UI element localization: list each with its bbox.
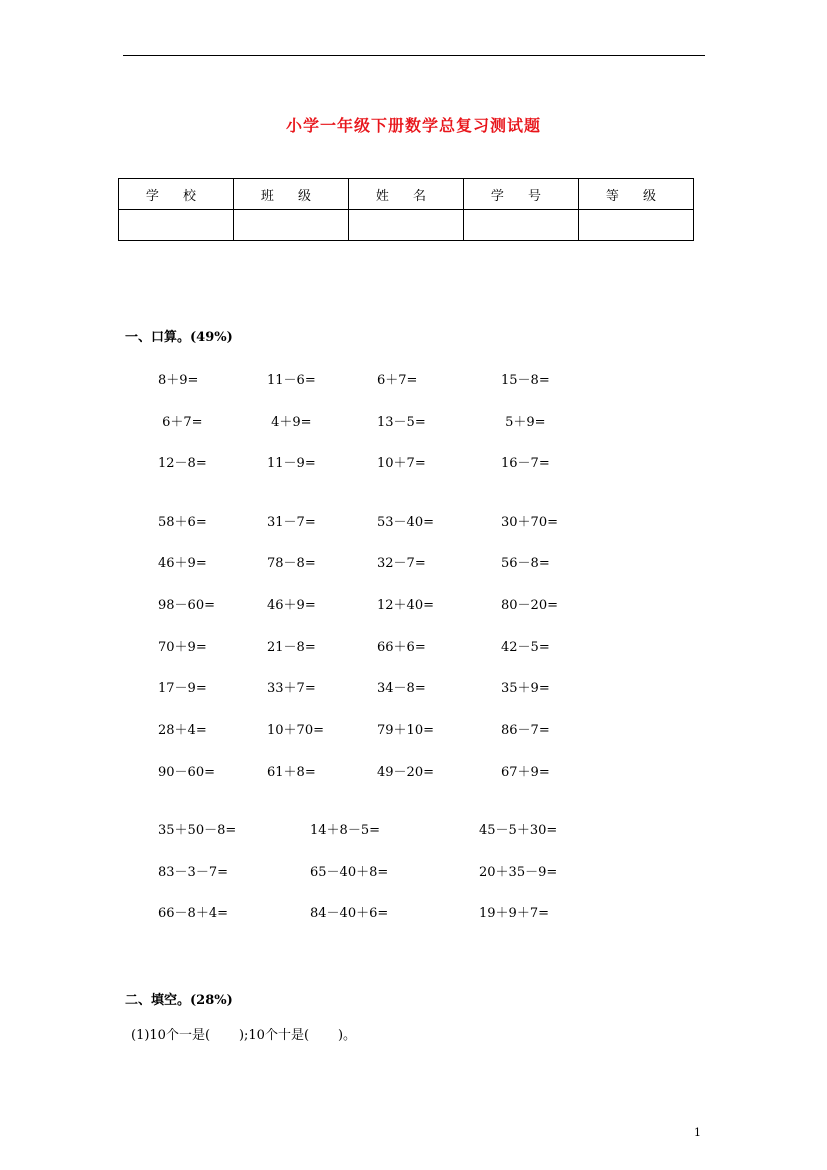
header-grade: 等 级	[579, 179, 694, 210]
header-student-id: 学 号	[464, 179, 579, 210]
calc-expression: 10＋70=	[267, 723, 324, 738]
calc-expression: 46＋9=	[158, 556, 207, 571]
calc-row	[0, 552, 827, 570]
calc-expression: 11－6=	[267, 373, 316, 388]
calc-expression: 33＋7=	[267, 681, 316, 696]
calc-row	[0, 452, 827, 470]
blank-name[interactable]	[349, 210, 464, 241]
calc-expression: 46＋9=	[267, 598, 316, 613]
calc-row	[0, 411, 827, 429]
calc-expression: 13－5=	[377, 415, 426, 430]
calc-expression: 34－8=	[377, 681, 426, 696]
calc-row	[0, 369, 827, 387]
calc-expression: 66＋6=	[377, 640, 426, 655]
calc-row	[0, 677, 827, 695]
calc-row	[0, 719, 827, 737]
calc-expression: 11－9=	[267, 456, 316, 471]
calc-expression: 16－7=	[501, 456, 550, 471]
calc-expression: 12－8=	[158, 456, 207, 471]
calc-expression: 10＋7=	[377, 456, 426, 471]
blank-grade[interactable]	[579, 210, 694, 241]
calc-expression: 6＋7=	[158, 415, 203, 430]
calc-expression: 17－9=	[158, 681, 207, 696]
calc-expression: 70＋9=	[158, 640, 207, 655]
calc-row	[0, 761, 827, 779]
blank-student-id[interactable]	[464, 210, 579, 241]
calc-expression: 5＋9=	[501, 415, 546, 430]
calc-expression: 6＋7=	[377, 373, 418, 388]
calc-expression: 67＋9=	[501, 765, 550, 780]
calc-expression: 56－8=	[501, 556, 550, 571]
calc-expression: 58＋6=	[158, 515, 207, 530]
calc-row	[0, 636, 827, 654]
header-rule	[123, 55, 705, 56]
blank-class[interactable]	[234, 210, 349, 241]
header-school: 学 校	[119, 179, 234, 210]
calc-expression: 8＋9=	[158, 373, 199, 388]
calc-expression: 98－60=	[158, 598, 215, 613]
calc-expression: 83－3－7=	[158, 865, 228, 880]
calc-row	[0, 819, 827, 837]
calc-expression: 35＋50－8=	[158, 823, 237, 838]
calc-expression: 90－60=	[158, 765, 215, 780]
calc-expression: 80－20=	[501, 598, 558, 613]
blank-school[interactable]	[119, 210, 234, 241]
calc-expression: 14＋8－5=	[310, 823, 380, 838]
header-name: 姓 名	[349, 179, 464, 210]
calc-expression: 28＋4=	[158, 723, 207, 738]
calc-expression: 53－40=	[377, 515, 434, 530]
calc-expression: 19＋9＋7=	[479, 906, 549, 921]
calc-expression: 78－8=	[267, 556, 316, 571]
calc-expression: 79＋10=	[377, 723, 434, 738]
calc-expression: 21－8=	[267, 640, 316, 655]
section-2-title: 二、填空。(28%)	[125, 993, 233, 1008]
calc-row	[0, 594, 827, 612]
calc-expression: 49－20=	[377, 765, 434, 780]
calc-expression: 35＋9=	[501, 681, 550, 696]
calc-expression: 32－7=	[377, 556, 426, 571]
student-info-table	[118, 178, 694, 241]
header-class: 班 级	[234, 179, 349, 210]
calc-row	[0, 511, 827, 529]
calc-expression: 30＋70=	[501, 515, 558, 530]
page-title: 小学一年级下册数学总复习测试题	[285, 116, 541, 135]
calc-expression: 4＋9=	[267, 415, 312, 430]
calc-expression: 15－8=	[501, 373, 550, 388]
calc-expression: 65－40＋8=	[310, 865, 389, 880]
fill-question-1: (1)10个一是( );10个十是( )。	[131, 1028, 357, 1043]
calc-expression: 61＋8=	[267, 765, 316, 780]
calc-expression: 66－8＋4=	[158, 906, 228, 921]
page-number: 1	[694, 1126, 701, 1139]
calc-row	[0, 902, 827, 920]
info-blank-row	[119, 210, 694, 241]
calc-expression: 20＋35－9=	[479, 865, 558, 880]
calc-expression: 86－7=	[501, 723, 550, 738]
calc-expression: 84－40＋6=	[310, 906, 389, 921]
section-1-title: 一、口算。(49%)	[125, 330, 233, 345]
calc-expression: 12＋40=	[377, 598, 434, 613]
calc-row	[0, 861, 827, 879]
calc-expression: 31－7=	[267, 515, 316, 530]
calc-expression: 42－5=	[501, 640, 550, 655]
calc-expression: 45－5＋30=	[479, 823, 558, 838]
info-header-row	[119, 179, 694, 210]
